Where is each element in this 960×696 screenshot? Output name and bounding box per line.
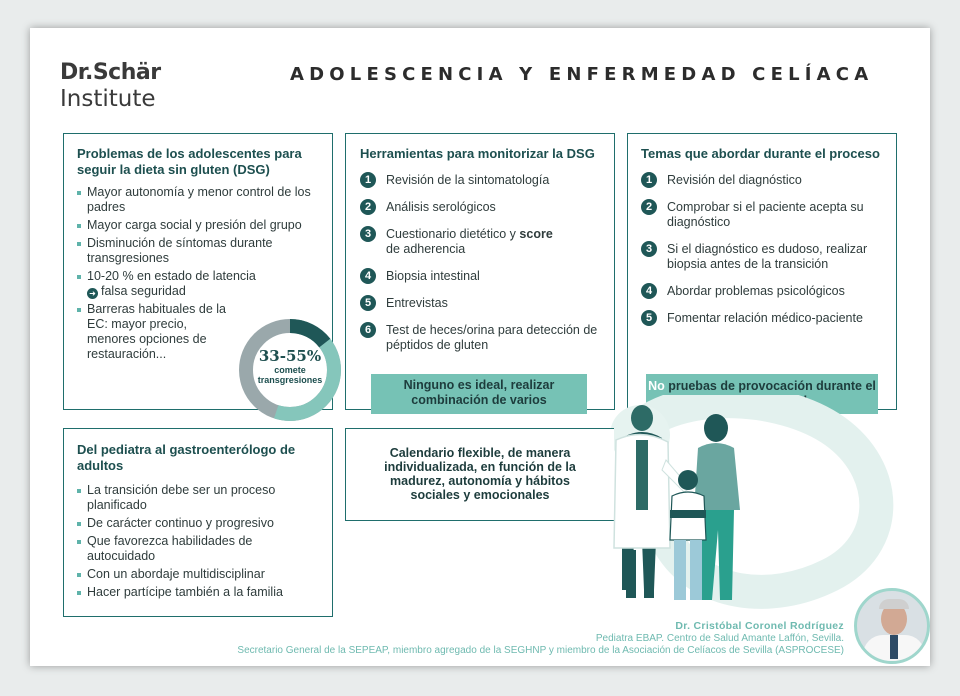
number-badge: 5 — [641, 310, 657, 326]
author-photo — [854, 588, 930, 664]
list-item: 3 Si el diagnóstico es dudoso, realizar biopsia antes de la transición — [641, 242, 881, 272]
number-badge: 4 — [360, 268, 376, 284]
list-item — [77, 269, 327, 299]
number-badge: 3 — [641, 241, 657, 257]
list-item: 2 Comprobar si el paciente acepta su diagnóstico — [641, 200, 881, 230]
number-badge: 1 — [360, 172, 376, 188]
list-item: Mayor carga social y presión del grupo — [77, 218, 327, 233]
donut-label1: comete — [274, 365, 306, 375]
brand-logo-line1: Dr.Schär — [60, 60, 161, 85]
number-badge: 5 — [360, 295, 376, 311]
page-title: ADOLESCENCIA Y ENFERMEDAD CELÍACA — [290, 64, 874, 85]
number-badge: 4 — [641, 283, 657, 299]
author-affiliation: Pediatra EBAP. Centro de Salud Amante Laffón, Sevilla. — [595, 633, 844, 644]
number-badge: 2 — [360, 199, 376, 215]
transition-heading: Del pediatra al gastroenterólogo de adultos — [77, 442, 296, 473]
list-item: 5 Fomentar relación médico-paciente — [641, 311, 881, 326]
tools-heading: Herramientas para monitorizar la DSG — [360, 146, 595, 161]
list-item: Con un abordaje multidisciplinar — [77, 567, 322, 582]
list-item: 1 Revisión de la sintomatología — [360, 173, 605, 188]
topics-list — [641, 173, 881, 326]
list-item: 3 Cuestionario dietético y score de adherencia — [360, 227, 605, 257]
number-badge: 3 — [360, 226, 376, 242]
list-item: La transición debe ser un proceso planificado — [77, 483, 322, 513]
list-item: 6 Test de heces/orina para detección de péptidos de gluten — [360, 323, 605, 353]
list-item: De carácter continuo y progresivo — [77, 516, 322, 531]
list-item: 4 Biopsia intestinal — [360, 269, 605, 284]
author-positions: Secretario General de la SEPEAP, miembro agregado de la SEGHNP y miembro de la Asociación de Celíacos de Sevilla (ASPROCESE) — [237, 645, 844, 656]
number-badge: 6 — [360, 322, 376, 338]
number-badge: 2 — [641, 199, 657, 215]
list-item: 1 Revisión del diagnóstico — [641, 173, 881, 188]
list-item: Mayor autonomía y menor control de los padres — [77, 185, 327, 215]
false-security-text: falsa seguridad — [101, 284, 186, 298]
tools-highlight: Ninguno es ideal, realizar combinación de varios — [371, 374, 587, 414]
list-item: Barreras habituales de la EC: mayor precio, menores opciones de restauración... — [77, 302, 227, 362]
list-item: Que favorezca habilidades de autocuidado — [77, 534, 322, 564]
tools-list — [360, 173, 605, 353]
brand-logo-line2: Institute — [60, 86, 156, 112]
author-name: Dr. Cristóbal Coronel Rodríguez — [675, 620, 844, 632]
calendar-text: Calendario flexible, de manera individualizada, en función de la madurez, autonomía y hábitos sociales y emocionales — [384, 446, 576, 502]
topics-highlight: No pruebas de provocación durante el estirón puberal — [646, 374, 878, 414]
list-item: 5 Entrevistas — [360, 296, 605, 311]
list-item: Disminución de síntomas durante transgresiones — [77, 236, 327, 266]
topics-heading: Temas que abordar durante el proceso — [641, 146, 880, 161]
problems-heading: Problemas de los adolescentes para seguir la dieta sin gluten (DSG) — [77, 146, 302, 177]
list-item: Hacer partícipe también a la familia — [77, 585, 322, 600]
list-item: 2 Análisis serológicos — [360, 200, 605, 215]
donut-value: 33-55% — [258, 347, 322, 365]
arrow-right-icon: ➜ — [87, 288, 98, 299]
list-item: 4 Abordar problemas psicológicos — [641, 284, 881, 299]
latency-text: 10-20 % en estado de latencia — [87, 269, 256, 283]
donut-label2: transgresiones — [257, 375, 323, 385]
number-badge: 1 — [641, 172, 657, 188]
transition-list — [77, 483, 322, 603]
doctor-family-illustration — [598, 400, 758, 612]
